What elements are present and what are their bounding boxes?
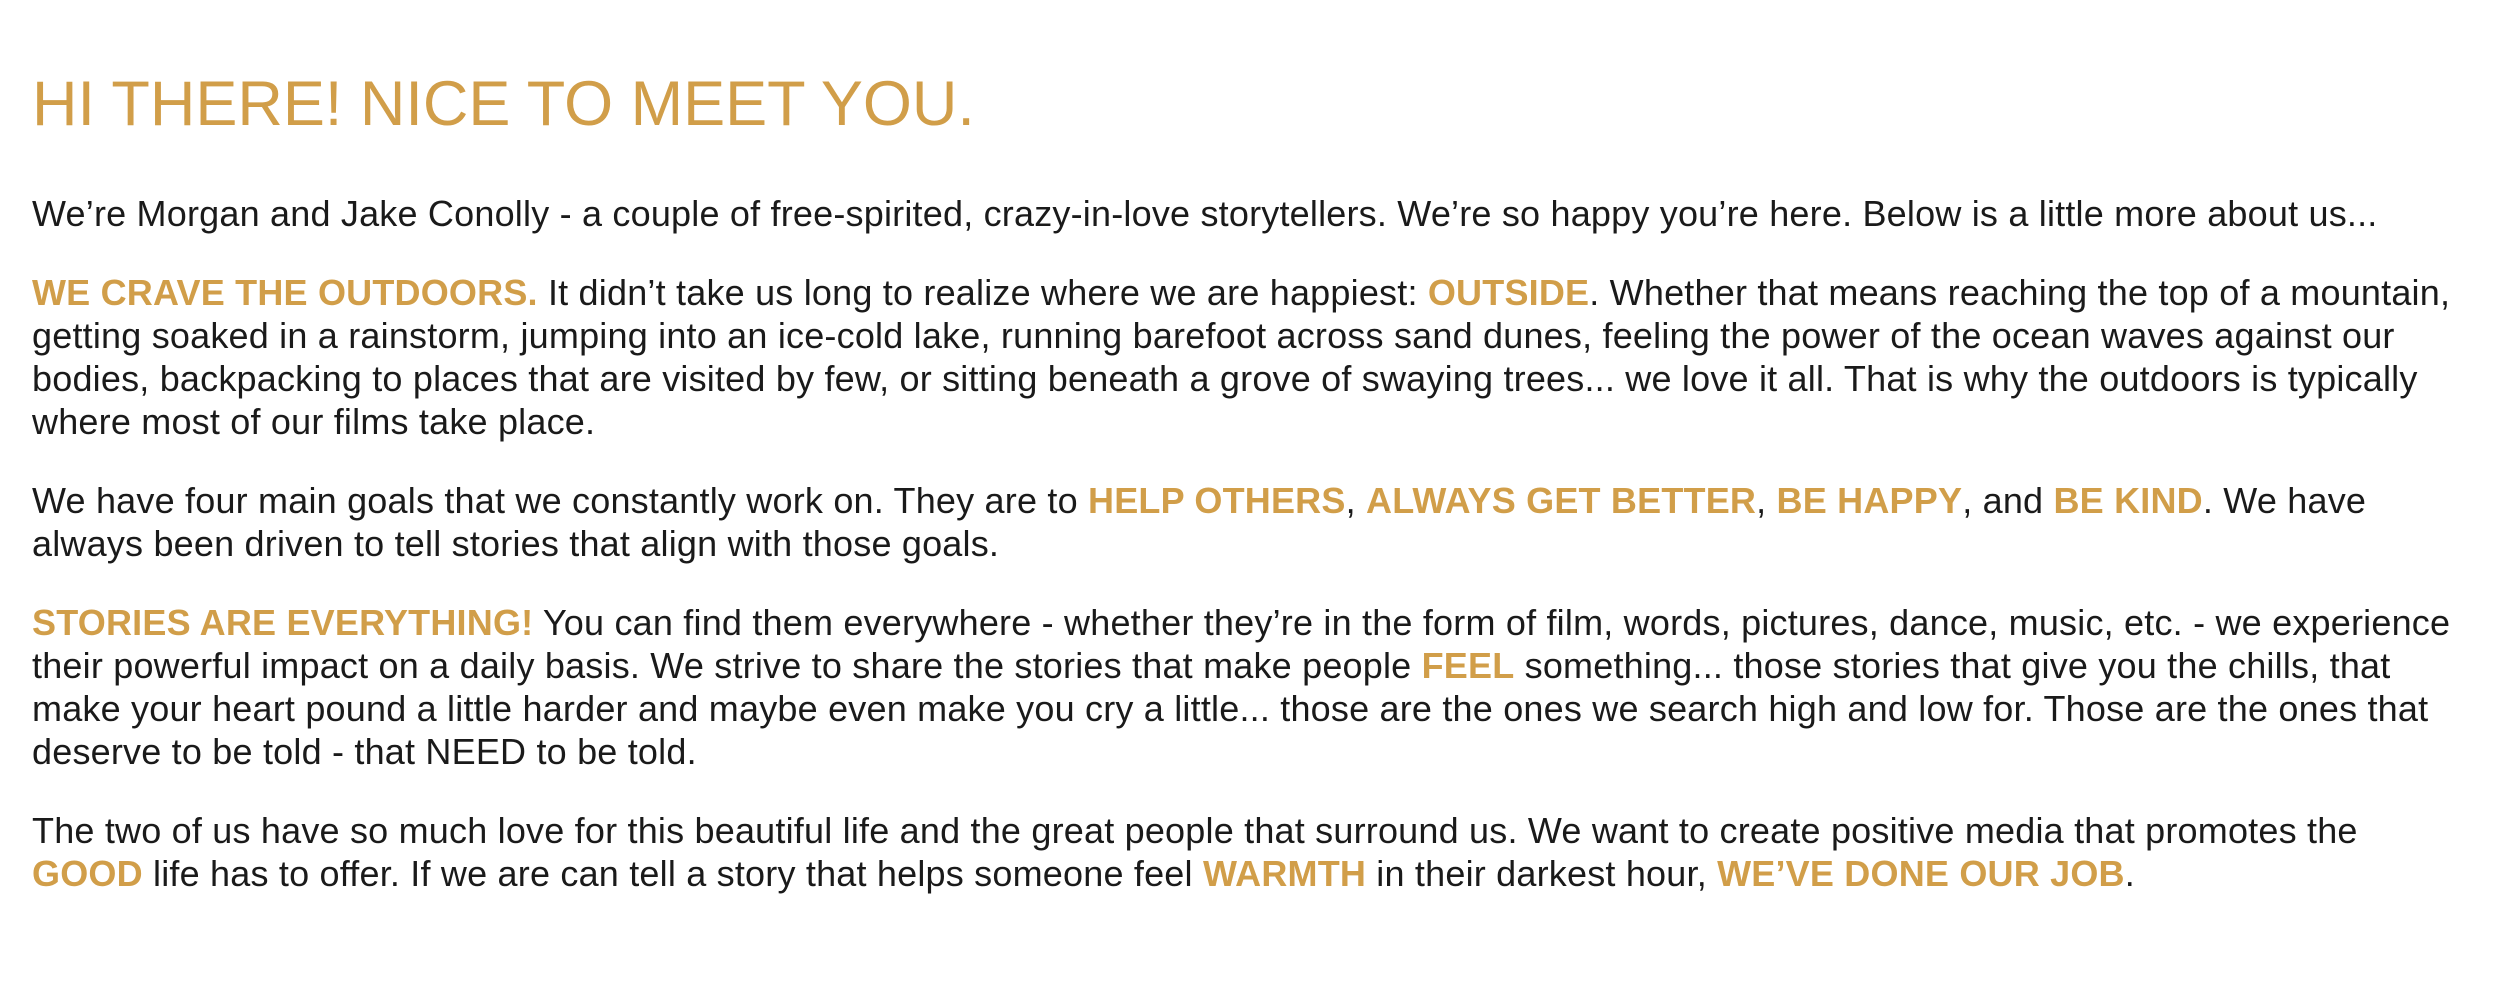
- goals-text-2: . We have always been driven to tell stories that align with those goals.: [32, 480, 2367, 565]
- goal-always-get-better: ALWAYS GET BETTER: [1366, 480, 1757, 522]
- closing-text-1: The two of us have so much love for this beautiful life and the great people that surround us. We want to create positive media that promotes the: [32, 810, 2358, 852]
- good-highlight: GOOD: [32, 853, 143, 895]
- goal-help-others: HELP OTHERS: [1088, 480, 1346, 522]
- goals-separator-3: , and: [1962, 480, 2054, 522]
- closing-text-4: .: [2124, 853, 2135, 895]
- outdoors-heading: WE CRAVE THE OUTDOORS.: [32, 272, 538, 314]
- warmth-highlight: WARMTH: [1202, 853, 1367, 895]
- stories-paragraph: [32, 601, 2470, 773]
- intro-text: We’re Morgan and Jake Conolly - a couple of free-spirited, crazy-in-love storytellers. We’re so happy you’re here. Below is a little more about us...: [32, 193, 2378, 235]
- page-title: HI THERE! NICE TO MEET YOU.: [32, 69, 975, 139]
- goals-separator-1: ,: [1345, 480, 1366, 522]
- goal-be-happy: BE HAPPY: [1776, 480, 1963, 522]
- goals-paragraph: [32, 479, 2470, 565]
- feel-highlight: FEEL: [1421, 645, 1515, 687]
- closing-paragraph: [32, 809, 2470, 895]
- outdoors-text-2: . Whether that means reaching the top of a mountain, getting soaked in a rainstorm, jumping into an ice-cold lake, running barefoot across sand dunes, feeling the power of the ocean waves against our bodies, backpacking to places that are visited by few, or sitting beneath a grove of swaying trees... we love it all. That is why the outdoors is typically where most of our films take place.: [32, 272, 2451, 443]
- stories-text-2: something... those stories that give you the chills, that make your heart pound a little harder and maybe even make you cry a little... those are the ones we search high and low for. Those are the ones that deserve to be told - that NEED to be told.: [32, 645, 2429, 773]
- closing-text-3: in their darkest hour,: [1366, 853, 1718, 895]
- outdoors-paragraph: [32, 271, 2470, 443]
- outside-highlight: OUTSIDE: [1427, 272, 1590, 314]
- goals-separator-2: ,: [1756, 480, 1777, 522]
- outdoors-text-1: It didn’t take us long to realize where we are happiest:: [537, 272, 1428, 314]
- closing-text-2: life has to offer. If we are can tell a story that helps someone feel: [142, 853, 1203, 895]
- goals-text-1: We have four main goals that we constantly work on. They are to: [32, 480, 1089, 522]
- stories-heading: STORIES ARE EVERYTHING!: [32, 602, 534, 644]
- goal-be-kind: BE KIND: [2053, 480, 2203, 522]
- stories-text-1: You can find them everywhere - whether they’re in the form of film, words, pictures, dance, music, etc. - we experience their powerful impact on a daily basis. We strive to share the stories that make people: [32, 602, 2451, 687]
- done-our-job-highlight: WE’VE DONE OUR JOB: [1717, 853, 2125, 895]
- intro-paragraph: [32, 192, 2470, 235]
